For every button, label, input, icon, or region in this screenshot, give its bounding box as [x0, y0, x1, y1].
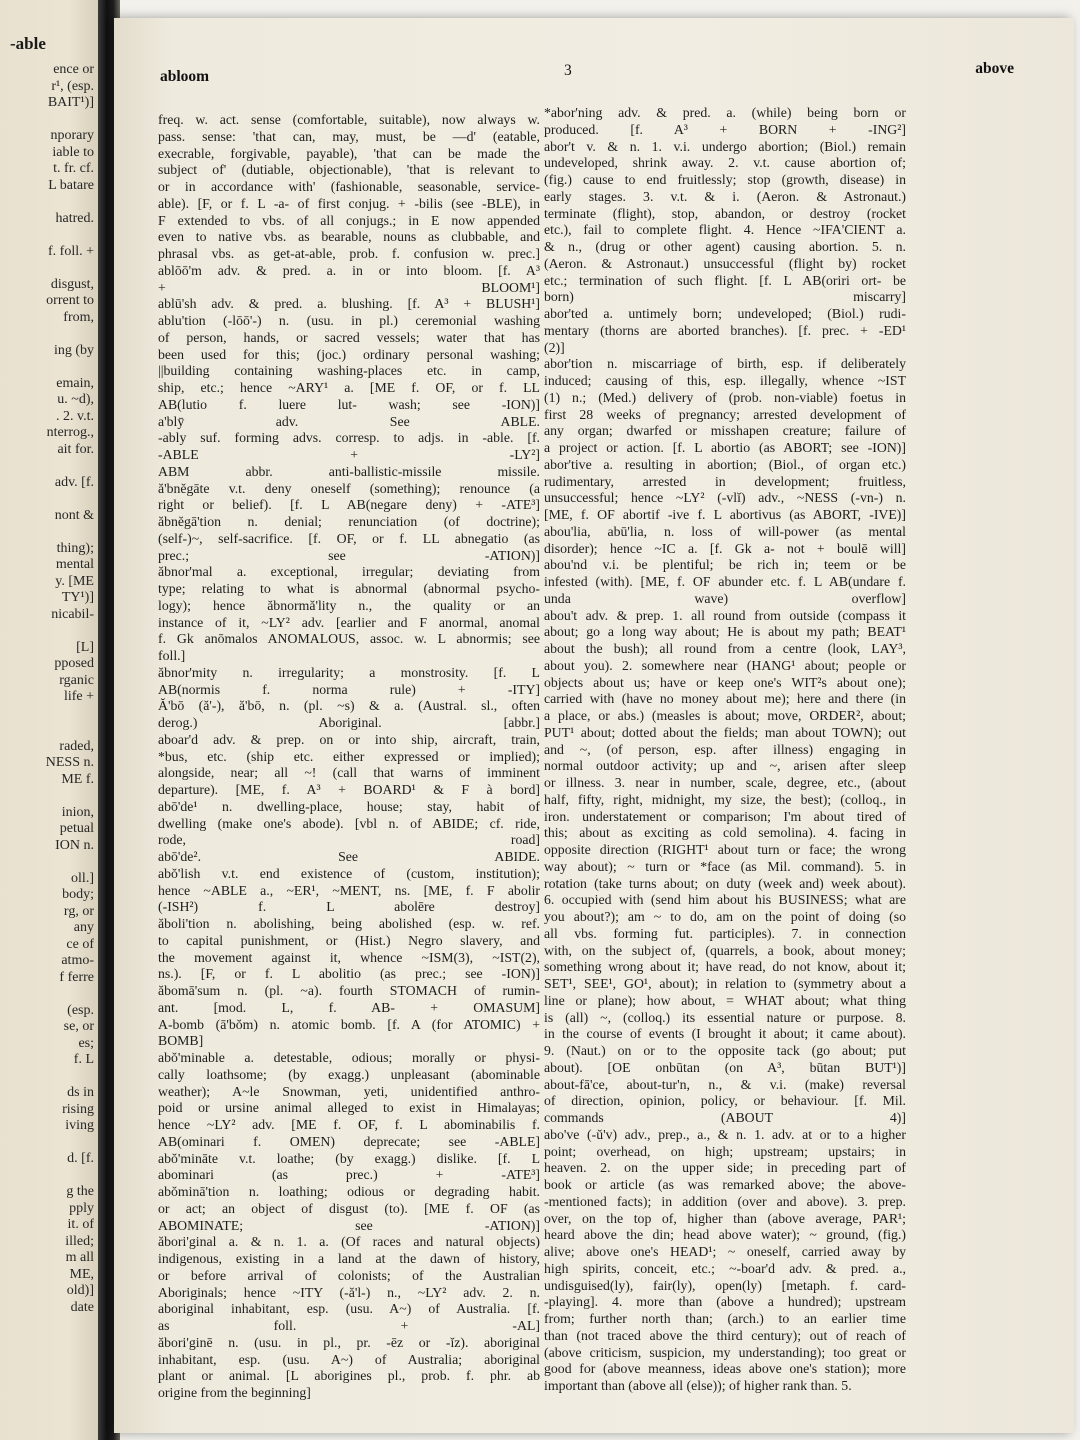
left-page-fragment	[4, 194, 94, 211]
left-page-fragment	[4, 359, 94, 376]
entry-line: heard above the din; head above water); ~ ground, (fig.)	[544, 1227, 906, 1243]
left-page-fragment: TY¹)]	[61, 590, 94, 605]
left-page-fragment: t. fr. cf.	[53, 161, 94, 176]
entry-line: of person, hands, or sacred vessels; water that has	[158, 329, 540, 345]
entry-line: poid or ursine animal alleged to exist in Himalayas;	[158, 1100, 540, 1116]
left-page-fragment	[4, 524, 94, 541]
entry-line: hence ~LY² adv. [ME f. OF, f. L abominabilis f.	[158, 1117, 540, 1132]
entry-line: about; go a long way about; He is about my path; BEAT¹	[544, 624, 906, 640]
guide-word-right: above	[975, 60, 1014, 77]
left-page-fragment: it. of	[67, 1217, 94, 1232]
entry-line: important than (above all (else)); of higher rank than. 5.	[544, 1378, 852, 1393]
left-page-fragment: ME,	[69, 1266, 94, 1282]
entry-line: phrasal vbs. as get-at-able, prob. f. confusion w. prec.]	[158, 246, 540, 261]
entry-line: and ~, (of person, esp. after illness) engaging in	[544, 741, 906, 757]
page-number: 3	[564, 62, 572, 79]
left-page-fragment: inion,	[61, 804, 94, 820]
entry-line: book or article (as was remarked above; the above-	[544, 1177, 906, 1192]
entry-line: opposite direction (RIGHT¹ about turn or face; the wrong	[544, 842, 906, 857]
entry-line: or before arrival of colonists; of the Australian	[158, 1267, 540, 1283]
entry-line: born) miscarry]	[544, 289, 906, 305]
entry-line: abō'de². See ABIDE.	[158, 849, 540, 864]
left-page-fragment: any	[73, 920, 94, 935]
entry-line: AB(ominari f. OMEN) deprecate; see -ABLE]	[158, 1133, 540, 1149]
left-page-fragment: se, or	[63, 1019, 94, 1034]
left-facing-page	[0, 0, 98, 1440]
entry-line: weather); A~le Snowman, yeti, unidentified anthro-	[158, 1083, 540, 1099]
entry-line: AB(normis f. norma rule) + -ITY]	[158, 681, 540, 697]
left-page-fragment: g the	[66, 1184, 94, 1199]
entry-line: AB(lutio f. luere lut- wash; see -ION)]	[158, 396, 540, 412]
entry-line: to capital punishment, or (Hist.) Negro slavery, and	[158, 932, 540, 948]
entry-line: -playing]. 4. more than (above a hundred); upstream	[544, 1294, 906, 1310]
entry-line: ă'bnĕgāte v.t. deny oneself (something); renounce (a	[158, 480, 540, 496]
entry-line: terminate (flight), stop, abandon, or destroy (rocket	[544, 205, 906, 221]
entry-line: 6. occupied with (send him about his BUSINESS; what are	[544, 892, 906, 908]
entry-line: ăbnor'mal a. exceptional, irregular; deviating from	[158, 564, 540, 580]
entry-line: 9. (Naut.) on or to the opposite tack (go about; put	[544, 1043, 906, 1058]
entry-line: PUT¹ about; dotted about the fields; man about TOWN); out	[544, 724, 906, 740]
entry-line: [ME, f. OF abortif -ive f. L abortivus (as ABORT, -IVE)]	[544, 507, 906, 522]
left-page-fragment: nporary	[50, 128, 94, 143]
entry-line: or in accordance with' (fashionable, seasonable, service-	[158, 179, 540, 194]
entry-line: objects about us; have or keep one's WIT²s about one);	[544, 674, 906, 690]
entry-line: abŏ'mināte v.t. loathe; (by exagg.) dislike. [f. L	[158, 1150, 540, 1166]
entry-line: commands (ABOUT 4)]	[544, 1110, 906, 1125]
entry-line: unsuccessful; hence ~LY² (-vlĭ) adv., ~NESS (-vn-) n.	[544, 490, 906, 506]
left-page-fragment: y. [ME	[55, 573, 94, 589]
entry-line: rode, road]	[158, 832, 540, 848]
entry-line: about). [OE onbūtan (on A³, būtan BUT¹)]	[544, 1059, 906, 1075]
entry-line: foll.]	[158, 648, 186, 663]
entry-line: ăbori'ginē n. (usu. in pl., pr. -ēz or -ĭz). aboriginal	[158, 1334, 540, 1350]
entry-line: undisguised(ly), fair(ly), open(ly) [metaph. f. card-	[544, 1277, 906, 1293]
left-page-fragment: disgust,	[50, 276, 94, 292]
entry-line: mentary (thorns are aborted branches). [f. prec. + -ED¹	[544, 322, 906, 338]
entry-line: abŏminā'tion n. loathing; odious or degrading habit.	[158, 1184, 540, 1199]
entry-line: ablū'sh adv. & pred. a. blushing. [f. A³ + BLUSH¹]	[158, 296, 540, 312]
entry-line: rotation (take turns about; on duty (week and) week about).	[544, 875, 906, 891]
entry-line: ablōō'm adv. & pred. a. in or into bloom. [f. A³	[158, 262, 540, 278]
entry-line: you about?); am ~ to do, am on the point of doing (so	[544, 909, 906, 924]
entry-line: aboar'd adv. & prep. on or into ship, aircraft, train,	[158, 731, 540, 747]
left-page-fragment: ION n.	[55, 837, 94, 853]
entry-line: execrable, forgivable, payable), 'that can be made the	[158, 145, 540, 161]
entry-line: in the course of events (I brought it about; it came about).	[544, 1026, 906, 1042]
entry-line: a project or action. [f. L abortio (as ABORT; see -ION)]	[544, 440, 906, 455]
left-page-fragment: life +	[63, 689, 94, 704]
entry-line: something wrong about it; have read, do not know, about it;	[544, 959, 906, 975]
left-page-fragment: mental	[55, 557, 94, 572]
entry-line: right or belief). [f. L AB(negare deny) + -ATE³]	[158, 497, 540, 513]
entry-line: is (all) ~, (colloq.) its essential nature or purpose. 8.	[544, 1009, 906, 1025]
entry-line: SET¹, SEE¹, GO¹, about); in relation to (symmetry about a	[544, 976, 906, 991]
left-page-fragment: [L]	[76, 639, 94, 655]
entry-line: prec.; see -ATION)]	[158, 547, 540, 563]
entry-line: abou'nd v.i. be plentiful; be rich in; teem or be	[544, 557, 906, 573]
entry-line: ăbomā'sum n. (pl. ~a). fourth STOMACH of rumin-	[158, 983, 540, 998]
left-page-fragment	[4, 623, 94, 640]
entry-line: freq. w. act. sense (comfortable, suitable), now always w.	[158, 112, 540, 127]
entry-line: ăbori'ginal a. & n. 1. a. (Of races and natural objects)	[158, 1234, 540, 1250]
entry-line: point; overhead, on high; upstream; upstairs; in	[544, 1143, 906, 1159]
entry-line: from; further north than; (arch.) to an earlier time	[544, 1311, 906, 1326]
entry-line: plant or animal. [L aborigines pl., prob. f. phr. ab	[158, 1368, 540, 1384]
entry-line: (-ISH²) f. L abolēre destroy]	[158, 899, 540, 915]
left-page-fragment: rganic	[59, 672, 94, 688]
entry-line: ||building containing washing-places etc. in camp,	[158, 363, 540, 379]
left-page-fragment: f. foll. +	[48, 243, 94, 259]
left-page-fragment	[4, 491, 94, 508]
entry-line: (fig.) cause to end fruitlessly; stop (growth, disease) in	[544, 172, 906, 187]
entry-line: or act; an object of disgust (to). [ME f. OF (as	[158, 1200, 540, 1216]
entry-line: ship, etc.; hence ~ARY¹ a. [ME f. OF, or f. LL	[158, 380, 540, 395]
left-page-fragment	[4, 260, 94, 277]
entry-line: line or plane); how about, = WHAT about; what thing	[544, 992, 906, 1008]
left-page-fragment: raded,	[59, 738, 94, 754]
left-page-fragment: adv. [f.	[54, 474, 94, 490]
entry-line: ant. [mod. L, f. AB- + OMASUM]	[158, 999, 540, 1015]
left-page-fragment: rising	[62, 1101, 94, 1117]
entry-line: (2)]	[544, 339, 565, 355]
entry-line: alive; above one's HEAD¹; ~ oneself, carried away by	[544, 1244, 906, 1259]
left-page-fragment: ME f.	[61, 771, 94, 787]
entry-line: dwelling (make one's abode). [vbl n. of ABIDE; cf. ride,	[158, 815, 540, 831]
entry-line: or illness. 3. near in number, scale, degree, etc., (about	[544, 775, 906, 790]
entry-line: carried with (have no money about me); here and there (in	[544, 691, 906, 707]
left-page-fragment	[4, 986, 94, 1003]
left-page-fragment: pposed	[54, 656, 94, 671]
entry-line: instance of it, ~LY² adv. [earlier and F anormal, anomal	[158, 614, 540, 630]
entry-line: ABM abbr. anti-ballistic-missile missile.	[158, 463, 540, 479]
left-page-fragment: orrent to	[46, 293, 94, 308]
entry-line: abou't adv. & prep. 1. all round from outside (compass it	[544, 607, 906, 623]
entry-line: disorder); hence ~IC a. [f. Gk a- not + boulē will]	[544, 540, 906, 556]
entry-line: iron. understatement or comparison; I'm about tired of	[544, 808, 906, 824]
entry-line: departure). [ME, f. A³ + BOARD¹ & F à bord]	[158, 782, 540, 797]
entry-line: -ABLE + -LY²]	[158, 447, 540, 462]
entry-line: than (not traced above the third century); out of reach of	[544, 1327, 906, 1343]
left-page-fragment: f. L	[73, 1052, 94, 1067]
entry-line: abou'lia, abū'lia, n. loss of will-power (as mental	[544, 523, 906, 539]
left-page-fragment: nicabil-	[51, 606, 94, 622]
left-page-fragment: pply	[69, 1200, 94, 1216]
entry-line: high spirits, conceit, etc.; ~-boar'd adv. & pred. a.,	[544, 1260, 906, 1276]
left-page-fragment: old)]	[66, 1283, 94, 1298]
entry-line: abor't v. & n. 1. v.i. undergo abortion; (Biol.) remain	[544, 138, 906, 154]
entry-line: + BLOOM¹]	[158, 279, 540, 295]
entry-line: with, on the subject of, (quarrels, a book, about money;	[544, 942, 906, 958]
entry-line: subject of' (dutiable, objectionable), 'that is relevant to	[158, 162, 540, 178]
left-page-fragment	[4, 788, 94, 805]
entry-line: (self-)~, self-sacrifice. [f. OF, or f. LL abnegatio (as	[158, 530, 540, 546]
entry-line: BOMB]	[158, 1033, 204, 1049]
entry-line: as foll. + -AL]	[158, 1318, 540, 1333]
left-page-fragment: BAIT¹)]	[47, 95, 94, 110]
entry-line: early stages. 3. v.t. & i. (Aeron. & Astronaut.)	[544, 188, 906, 204]
left-page-fragment: d. [f.	[67, 1151, 94, 1166]
left-page-fragment: . 2. v.t.	[56, 408, 94, 424]
entry-line: normal outdoor activity; up and ~, arisen after sleep	[544, 758, 906, 774]
entry-line: ăbnor'mity n. irregularity; a monstrosity. [f. L	[158, 664, 540, 680]
left-page-fragment: oll.]	[71, 870, 94, 886]
entry-line: a place, or abs.) (measles is about; move, ORDER², about;	[544, 708, 906, 723]
entry-line: the movement against it, whence ~ISM(3), ~IST(2),	[158, 949, 540, 965]
entry-line: unda wave) overflow]	[544, 590, 906, 606]
entry-line: A-bomb (ā'bŏm) n. atomic bomb. [f. A (for ATOMIC) +	[158, 1016, 540, 1032]
entry-line: about-fā'ce, about-tur'n, n., & v.i. (make) reversal	[544, 1076, 906, 1092]
entry-line: ABOMINATE; see -ATION)]	[158, 1217, 540, 1233]
entry-line: Ă'bō (ă'-), ă'bō, n. (pl. ~s) & a. (Austral. sl., often	[158, 698, 540, 714]
entry-line: even to native vbs. as bearable, nouns as clubbable, and	[158, 229, 540, 245]
entry-line: inhabitant, esp. (usu. A~) of Australia; aboriginal	[158, 1351, 540, 1367]
entry-line: logy); hence ăbnormă'lity n., the quality or an	[158, 597, 540, 613]
left-page-fragment: u. ~d),	[57, 392, 94, 407]
left-page-fragment: rg, or	[63, 903, 94, 919]
entry-line: type; relating to what is abnormal (abnormal psycho-	[158, 581, 540, 596]
left-page-fragment: nterrog.,	[46, 425, 94, 440]
dictionary-page	[114, 18, 1074, 1433]
entry-line: over, on the top of, higher than (above average, PAR¹;	[544, 1210, 906, 1226]
entry-line: abŏ'lish v.t. end existence of (custom, institution);	[158, 865, 540, 881]
left-page-fragment	[4, 1168, 94, 1185]
entry-line: of direction, opinion, policy, or behaviour. [f. Mil.	[544, 1093, 906, 1109]
left-page-fragment	[4, 1135, 94, 1152]
entry-line: able). [F, or f. L -a- of first conjug. + -bilis (see -BLE), in	[158, 195, 540, 211]
entry-line: *bus, etc. (ship etc. either expressed or implied);	[158, 748, 540, 764]
entry-line: heaven. 2. on the upper side; in preceding part of	[544, 1160, 906, 1176]
left-page-fragment	[4, 722, 94, 739]
entry-line: abō'de¹ n. dwelling-place, house; stay, habit of	[158, 798, 540, 814]
entry-line: good for (above meanness, ideas above one's station); more	[544, 1361, 906, 1377]
entry-line: a'blȳ adv. See ABLE.	[158, 413, 540, 429]
left-page-fragment: hatred.	[55, 210, 94, 226]
right-column	[544, 105, 906, 1395]
left-page-fragment: ce of	[66, 936, 94, 952]
left-page-fragment	[4, 854, 94, 871]
entry-line: -mentioned facts); in addition (over and above). 3. prep.	[544, 1193, 906, 1209]
entry-line: F extended to vbs. of all conjugs.; in E now appended	[158, 212, 540, 228]
entry-line: any organ; dwarfed or misshapen creature; failure of	[544, 423, 906, 439]
entry-line: all vbs. forming fut. participles). 7. in connection	[544, 925, 906, 941]
left-page-fragment: illed;	[65, 1233, 94, 1249]
left-page-fragment: iable to	[52, 144, 94, 160]
entry-line: pass. sense: 'that can, may, must, be —d' (eatable,	[158, 128, 540, 144]
entry-line: -ably suf. forming advs. corresp. to adjs. in -able. [f.	[158, 430, 540, 446]
left-page-fragment: thing);	[56, 540, 94, 556]
entry-line: first 28 weeks of pregnancy; arrested development of	[544, 406, 906, 422]
entry-line: cally loathsome; (by exagg.) unpleasant (abominable	[158, 1066, 540, 1082]
left-page-running-head: -able	[10, 34, 46, 53]
left-page-fragment	[4, 458, 94, 475]
left-page-fragment: ds in	[67, 1085, 94, 1100]
entry-line: (1) n.; (Med.) delivery of (prob. non-viable) foetus in	[544, 389, 906, 405]
entry-line: abŏ'minable a. detestable, odious; morally or physi-	[158, 1050, 540, 1065]
left-page-fragment: atmo-	[61, 953, 94, 968]
entry-line: undeveloped, shrink away. 2. v.t. cause abortion of;	[544, 155, 906, 171]
entry-line: derog.) Aboriginal. [abbr.]	[158, 715, 540, 730]
entry-line: etc.), fail to complete flight. 4. Hence ~IFA'CIENT a.	[544, 222, 906, 238]
entry-line: indigenous, existing in a land at the dawn of history,	[158, 1251, 540, 1266]
left-page-fragment: es;	[78, 1035, 94, 1051]
left-page-fragment: (esp.	[67, 1002, 94, 1018]
entry-line: alongside, near; all ~! (call that warns of imminent	[158, 765, 540, 781]
left-page-fragment	[4, 227, 94, 244]
entry-line: & n., (drug or other agent) causing abortion. 5. n.	[544, 239, 906, 254]
left-page-fragment: m all	[65, 1250, 94, 1265]
left-page-fragment: L batare	[48, 177, 94, 193]
entry-line: (above criticism, suspicion, my understanding); too great or	[544, 1344, 906, 1360]
entry-line: etc.; termination of such flight. [f. L AB(oriri ort- be	[544, 272, 906, 288]
left-page-text-fragments	[4, 62, 94, 1316]
entry-line: hence ~ABLE a., ~ER¹, ~MENT, ns. [ME, f. F abolir	[158, 882, 540, 898]
left-page-fragment: ence or	[53, 62, 94, 77]
left-page-fragment	[4, 706, 94, 723]
entry-line: ns.). [F, or f. L abolitio (as prec.; see -ION)]	[158, 966, 540, 982]
entry-line: abo've (-ŭ'v) adv., prep., a., & n. 1. adv. at or to a higher	[544, 1126, 906, 1142]
left-page-fragment	[4, 326, 94, 343]
entry-line: ablu'tion (-lōō'-) n. (usu. in pl.) ceremonial washing	[158, 313, 540, 328]
left-page-fragment: f ferre	[59, 969, 94, 985]
entry-line: about you). 2. somewhere near (HANG¹ about; people or	[544, 657, 906, 673]
entry-line: (Aeron. & Astronaut.) unsuccessful (flight by) rocket	[544, 255, 906, 271]
left-page-fragment: petual	[59, 821, 94, 836]
entry-line: f. Gk anōmalos ANOMALOUS, assoc. w. L abnormis; see	[158, 631, 540, 647]
page-header	[154, 60, 1014, 86]
left-page-fragment: body;	[62, 887, 94, 902]
entry-line: half, fifty, right, midnight, my size, the best); (colloq., in	[544, 791, 906, 807]
left-page-fragment: NESS n.	[45, 755, 94, 770]
entry-line: abor'tive a. resulting in abortion; (Biol., of organ etc.)	[544, 456, 906, 472]
left-page-fragment: emain,	[56, 375, 94, 391]
entry-line: rudimentary, arrested in development; fruitless,	[544, 473, 906, 489]
entry-line: aboriginal inhabitant, esp. (usu. A~) of Australia. [f.	[158, 1301, 540, 1317]
entry-line: *abor'ning adv. & pred. a. (while) being born or	[544, 105, 906, 120]
entry-line: this; about as exciting as cold semolina). 4. facing in	[544, 825, 906, 841]
entry-line: about the bush); all round from a centre (look, LAY³,	[544, 641, 906, 656]
entry-line: abor'ted a. untimely born; undeveloped; (Biol.) rudi-	[544, 306, 906, 321]
entry-line: been used for this; (joc.) ordinary personal washing;	[158, 346, 540, 362]
left-page-fragment: from,	[63, 309, 94, 325]
guide-word-left: abloom	[160, 68, 210, 85]
left-column	[158, 112, 540, 1402]
entry-line: abor'tion n. miscarriage of birth, esp. if deliberately	[544, 356, 906, 372]
entry-line: infested (with). [ME, f. OF abunder etc. f. L AB(undare f.	[544, 574, 906, 589]
left-page-fragment	[4, 112, 94, 129]
left-page-fragment	[4, 1069, 94, 1086]
entry-line: origine from the beginning]	[158, 1385, 311, 1400]
left-page-fragment: ait for.	[57, 441, 94, 457]
entry-line: ăbnĕgā'tion n. denial; renunciation (of doctrine);	[158, 514, 540, 529]
left-page-fragment: ing (by	[53, 342, 94, 358]
left-page-fragment: nont &	[54, 507, 94, 523]
entry-line: induced; causing of this, esp. illegally, whence ~IST	[544, 373, 906, 388]
entry-line: produced. [f. A³ + BORN + -ING²]	[544, 121, 906, 137]
entry-line: abominari (as prec.) + -ATE³]	[158, 1167, 540, 1183]
entry-line: Aboriginals; hence ~ITY (-ă'l-) n., ~LY² adv. 2. n.	[158, 1284, 540, 1300]
left-page-fragment: date	[70, 1299, 94, 1315]
left-page-fragment: iving	[65, 1118, 94, 1133]
left-page-fragment: r¹, (esp.	[51, 78, 94, 94]
entry-line: way about); ~ turn or *face (as Mil. command). 5. in	[544, 858, 906, 874]
entry-line: ăboli'tion n. abolishing, being abolished (esp. w. ref.	[158, 916, 540, 931]
